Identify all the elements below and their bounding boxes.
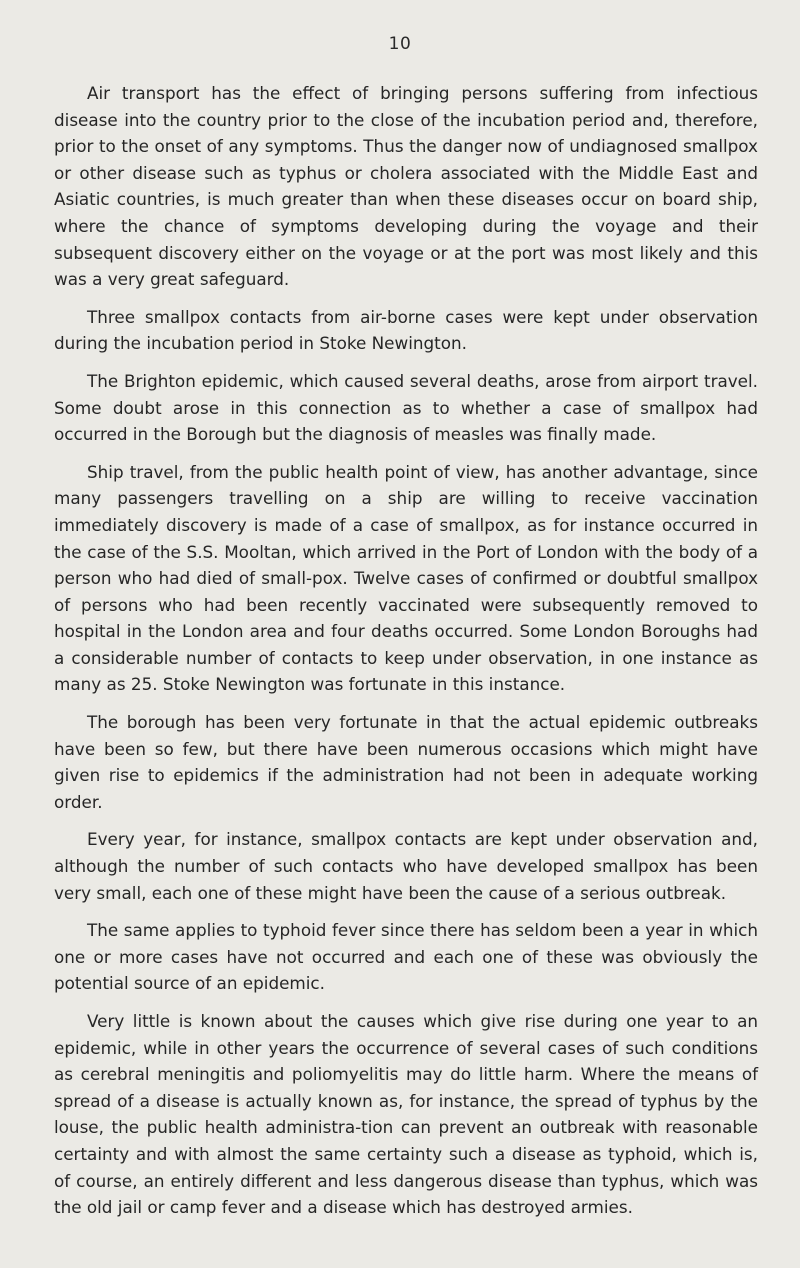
paragraph-causes-epidemic: Very little is known about the causes which give rise during one year to an epidemic, while in other years the occurrence of several cases of such conditions as cerebral meningitis and poliomyelitis may do little harm. Where the means of spread of a disease is actually known as, for instance, the spread of typhus by the louse, the public health administra-tion can prevent an outbreak with reasonable certainty and with almost the same certainty such a disease as typhoid, which is, of course, an entirely different and less dangerous disease than typhus, which was the old jail or camp fever and a disease which has destroyed armies. — [54, 1011, 758, 1218]
page-number: 10 — [388, 34, 412, 54]
paragraph-borough-fortunate: The borough has been very fortunate in that the actual epidemic outbreaks have been so few, but there have been numerous occasions which might have given rise to epidemics if the administration had not been in adequate working order. — [54, 712, 758, 812]
body-text — [54, 80, 758, 1232]
paragraph-every-year: Every year, for instance, smallpox contacts are kept under observation and, although the number of such contacts who have developed smallpox has been very small, each one of these might have been the cause of a serious outbreak. — [54, 829, 758, 903]
paragraph-smallpox-contacts: Three smallpox contacts from air-borne cases were kept under observation during the incubation period in Stoke Newington. — [54, 306, 758, 354]
paragraph-ship-travel: Ship travel, from the public health point of view, has another advantage, since many passengers travelling on a ship are willing to receive vaccination immediately discovery is made of a case of smallpox, as for instance occurred in the case of the S.S. Mooltan, which arrived in the Port of London with the body of a person who had died of small-pox. Twelve cases of confirmed or doubtful smallpox of persons who had been recently vaccinated were subsequently removed to hospital in the London area and four deaths occurred. Some London Boroughs had a considerable number of contacts to keep under observation, in one instance as many as 25. Stoke Newington was fortunate in this instance. — [54, 461, 758, 695]
paragraph-brighton-epidemic: The Brighton epidemic, which caused several deaths, arose from airport travel. Some doubt arose in this connection as to whether a case of smallpox had occurred in the Borough but the diagnosis of measles was finally made. — [54, 370, 758, 445]
paragraph-air-transport: Air transport has the effect of bringing persons suffering from infectious disease into the country prior to the close of the incubation period and, therefore, prior to the onset of any symptoms. Thus the danger now of undiagnosed smallpox or other disease such as typhus or cholera associated with the Middle East and Asiatic countries, is much greater than when these diseases occur on board ship, where the chance of symptoms developing during the voyage and their subsequent discovery either on the voyage or at the port was most likely and this was a very great safeguard. — [54, 83, 758, 290]
paragraph-typhoid-fever: The same applies to typhoid fever since there has seldom been a year in which one or more cases have not occurred and each one of these was obviously the potential source of an epidemic. — [54, 920, 758, 994]
